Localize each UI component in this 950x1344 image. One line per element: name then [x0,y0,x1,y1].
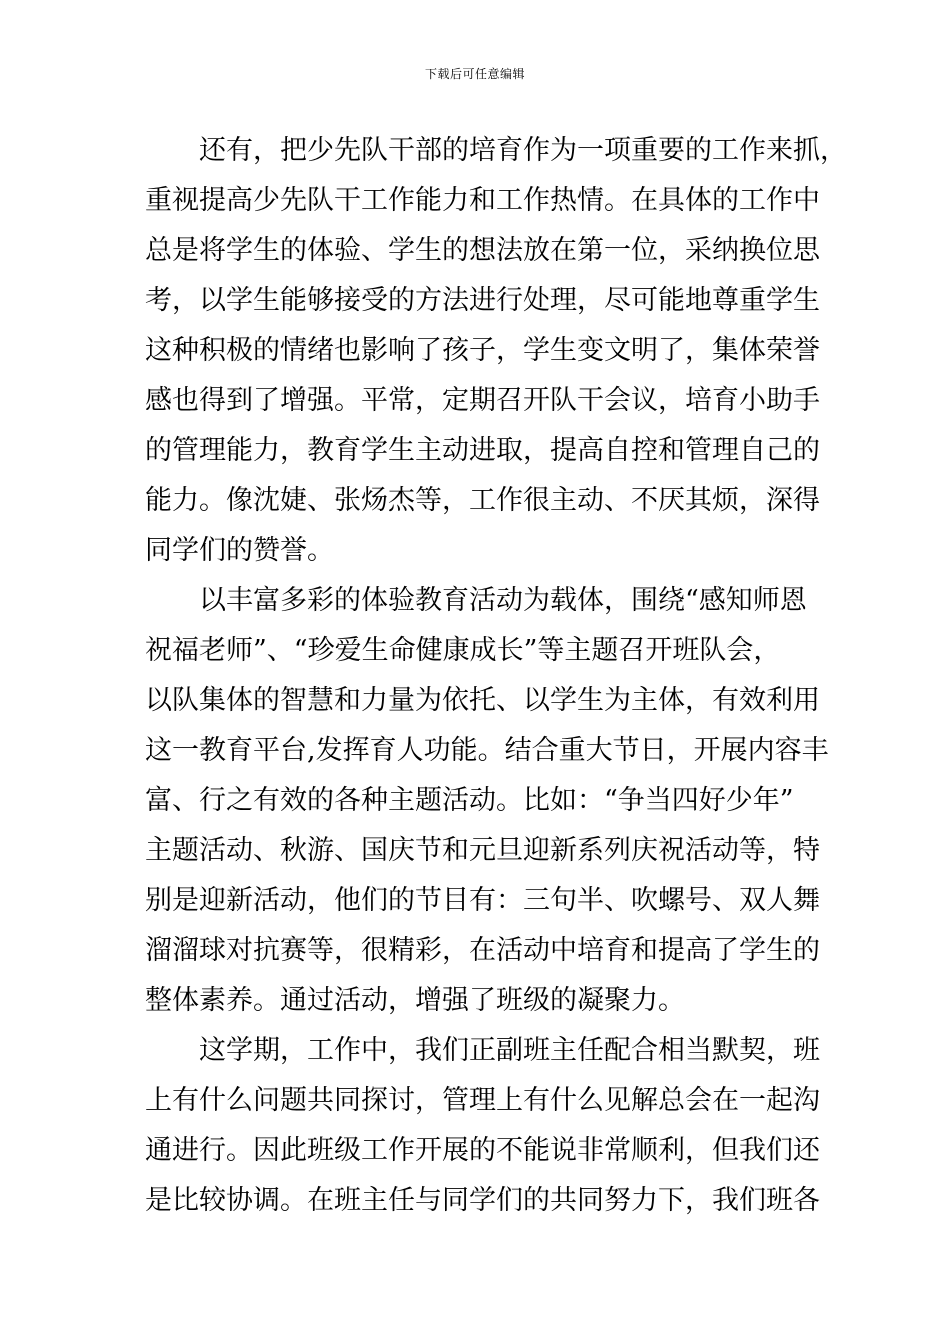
text-line: 重视提高少先队干工作能力和工作热情。在具体的工作中 [145,185,820,216]
text-line: 这学期，工作中，我们正副班主任配合相当默契，班 [199,1035,820,1066]
text-line: 上有什么问题共同探讨，管理上有什么见解总会在一起沟 [145,1085,820,1116]
text-line: 还有，把少先队干部的培育作为一项重要的工作来抓， [199,135,847,166]
text-line: 能力。像沈婕、张炀杰等，工作很主动、不厌其烦，深得 [145,485,820,516]
paragraph-3 [145,1026,820,1226]
text-line: 感也得到了增强。平常，定期召开队干会议，培育小助手 [145,385,820,416]
text-line: 主题活动、秋游、国庆节和元旦迎新系列庆祝活动等，特 [145,835,820,866]
text-line: 以队集体的智慧和力量为依托、以学生为主体，有效利用 [145,685,820,716]
text-line: 以丰富多彩的体验教育活动为载体，围绕“感知师恩 [199,585,807,616]
text-line: 的管理能力，教育学生主动进取，提高自控和管理自己的 [145,435,820,466]
text-line: 溜溜球对抗赛等，很精彩，在活动中培育和提高了学生的 [145,935,820,966]
paragraph-2 [145,576,829,1026]
text-line: 是比较协调。在班主任与同学们的共同努力下，我们班各 [145,1185,820,1216]
text-line: 别是迎新活动，他们的节目有：三句半、吹螺号、双人舞 [145,885,820,916]
text-line: 祝福老师”、“珍爱生命健康成长”等主题召开班队会， [145,635,781,666]
text-line: 总是将学生的体验、学生的想法放在第一位，采纳换位思 [145,235,820,266]
text-line: 通进行。因此班级工作开展的不能说非常顺利，但我们还 [145,1135,820,1166]
text-line: 富、行之有效的各种主题活动。比如：“争当四好少年” [145,785,794,816]
text-line: 这一教育平台,发挥育人功能。结合重大节日，开展内容丰 [145,735,829,766]
page-header: 下载后可任意编辑 [424,67,525,81]
text-line: 考，以学生能够接受的方法进行处理，尽可能地尊重学生 [145,285,820,316]
text-line: 同学们的赞誉。 [145,535,334,566]
paragraph-1 [145,126,847,576]
text-line: 整体素养。通过活动，增强了班级的凝聚力。 [145,985,685,1016]
document-body [145,126,847,1226]
text-line: 这种积极的情绪也影响了孩子，学生变文明了，集体荣誉 [145,335,820,366]
